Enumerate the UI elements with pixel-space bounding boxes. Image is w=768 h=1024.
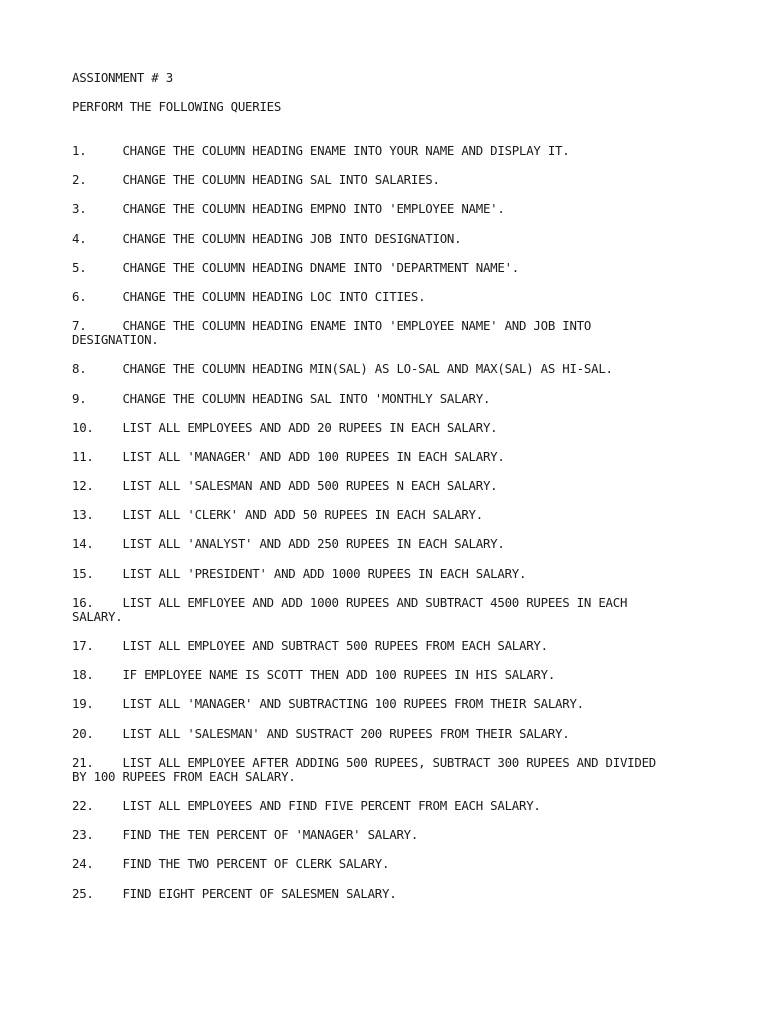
question-item: 17. LIST ALL EMPLOYEE AND SUBTRACT 500 RUPEES FROM EACH SALARY. — [72, 638, 548, 653]
instructions-heading: PERFORM THE FOLLOWING QUERIES — [72, 99, 282, 114]
question-item: 18. IF EMPLOYEE NAME IS SCOTT THEN ADD 100 RUPEES IN HIS SALARY. — [72, 667, 556, 683]
question-item: 24. FIND THE TWO PERCENT OF CLERK SALARY. — [72, 856, 390, 872]
assignment-title: ASSIONMENT # 3 — [72, 70, 173, 85]
question-item: 20. LIST ALL 'SALESMAN' AND SUSTRACT 200 RUPEES FROM THEIR SALARY. — [72, 725, 570, 741]
question-item: 3. CHANGE THE COLUMN HEADING EMPNO INTO 'EMPLOYEE NAME'. — [72, 201, 505, 217]
question-list — [72, 144, 692, 901]
question-item: 16. LIST ALL EMFLOYEE AND ADD 1000 RUPEES AND SUBTRACT 4500 RUPEES IN EACH SALARY. — [72, 594, 628, 624]
question-item: 25. FIND EIGHT PERCENT OF SALESMEN SALARY. — [72, 885, 397, 901]
question-item: 9. CHANGE THE COLUMN HEADING SAL INTO 'MONTHLY SALARY. — [72, 390, 491, 406]
document-page — [72, 71, 692, 916]
question-item: 19. LIST ALL 'MANAGER' AND SUBTRACTING 100 RUPEES FROM THEIR SALARY. — [72, 696, 584, 712]
question-item: 11. LIST ALL 'MANAGER' AND ADD 100 RUPEES IN EACH SALARY. — [72, 448, 505, 464]
question-item: 23. FIND THE TEN PERCENT OF 'MANAGER' SALARY. — [72, 827, 419, 843]
question-item: 22. LIST ALL EMPLOYEES AND FIND FIVE PERCENT FROM EACH SALARY. — [72, 797, 541, 813]
question-item: 10. LIST ALL EMPLOYEES AND ADD 20 RUPEES IN EACH SALARY. — [72, 419, 498, 435]
question-item: 12. LIST ALL 'SALESMAN AND ADD 500 RUPEES N EACH SALARY. — [72, 478, 498, 494]
question-item: 8. CHANGE THE COLUMN HEADING MIN(SAL) AS LO-SAL AND MAX(SAL) AS HI-SAL. — [72, 361, 613, 377]
question-item: 7. CHANGE THE COLUMN HEADING ENAME INTO 'EMPLOYEE NAME' AND JOB INTO DESIGNATION. — [72, 318, 592, 348]
question-item: 13. LIST ALL 'CLERK' AND ADD 50 RUPEES IN EACH SALARY. — [72, 507, 483, 523]
question-item: 4. CHANGE THE COLUMN HEADING JOB INTO DESIGNATION. — [72, 230, 462, 246]
question-item: 5. CHANGE THE COLUMN HEADING DNAME INTO 'DEPARTMENT NAME'. — [72, 259, 520, 275]
question-item: 21. LIST ALL EMPLOYEE AFTER ADDING 500 RUPEES, SUBTRACT 300 RUPEES AND DIVIDED BY 100 RUPEES FROM EACH SALARY. — [72, 754, 656, 784]
question-item: 1. CHANGE THE COLUMN HEADING ENAME INTO YOUR NAME AND DISPLAY IT. — [72, 143, 570, 158]
question-item: 6. CHANGE THE COLUMN HEADING LOC INTO CITIES. — [72, 288, 426, 304]
question-item: 2. CHANGE THE COLUMN HEADING SAL INTO SALARIES. — [72, 172, 440, 188]
question-item: 14. LIST ALL 'ANALYST' AND ADD 250 RUPEES IN EACH SALARY. — [72, 536, 505, 552]
question-item: 15. LIST ALL 'PRESIDENT' AND ADD 1000 RUPEES IN EACH SALARY. — [72, 565, 527, 581]
